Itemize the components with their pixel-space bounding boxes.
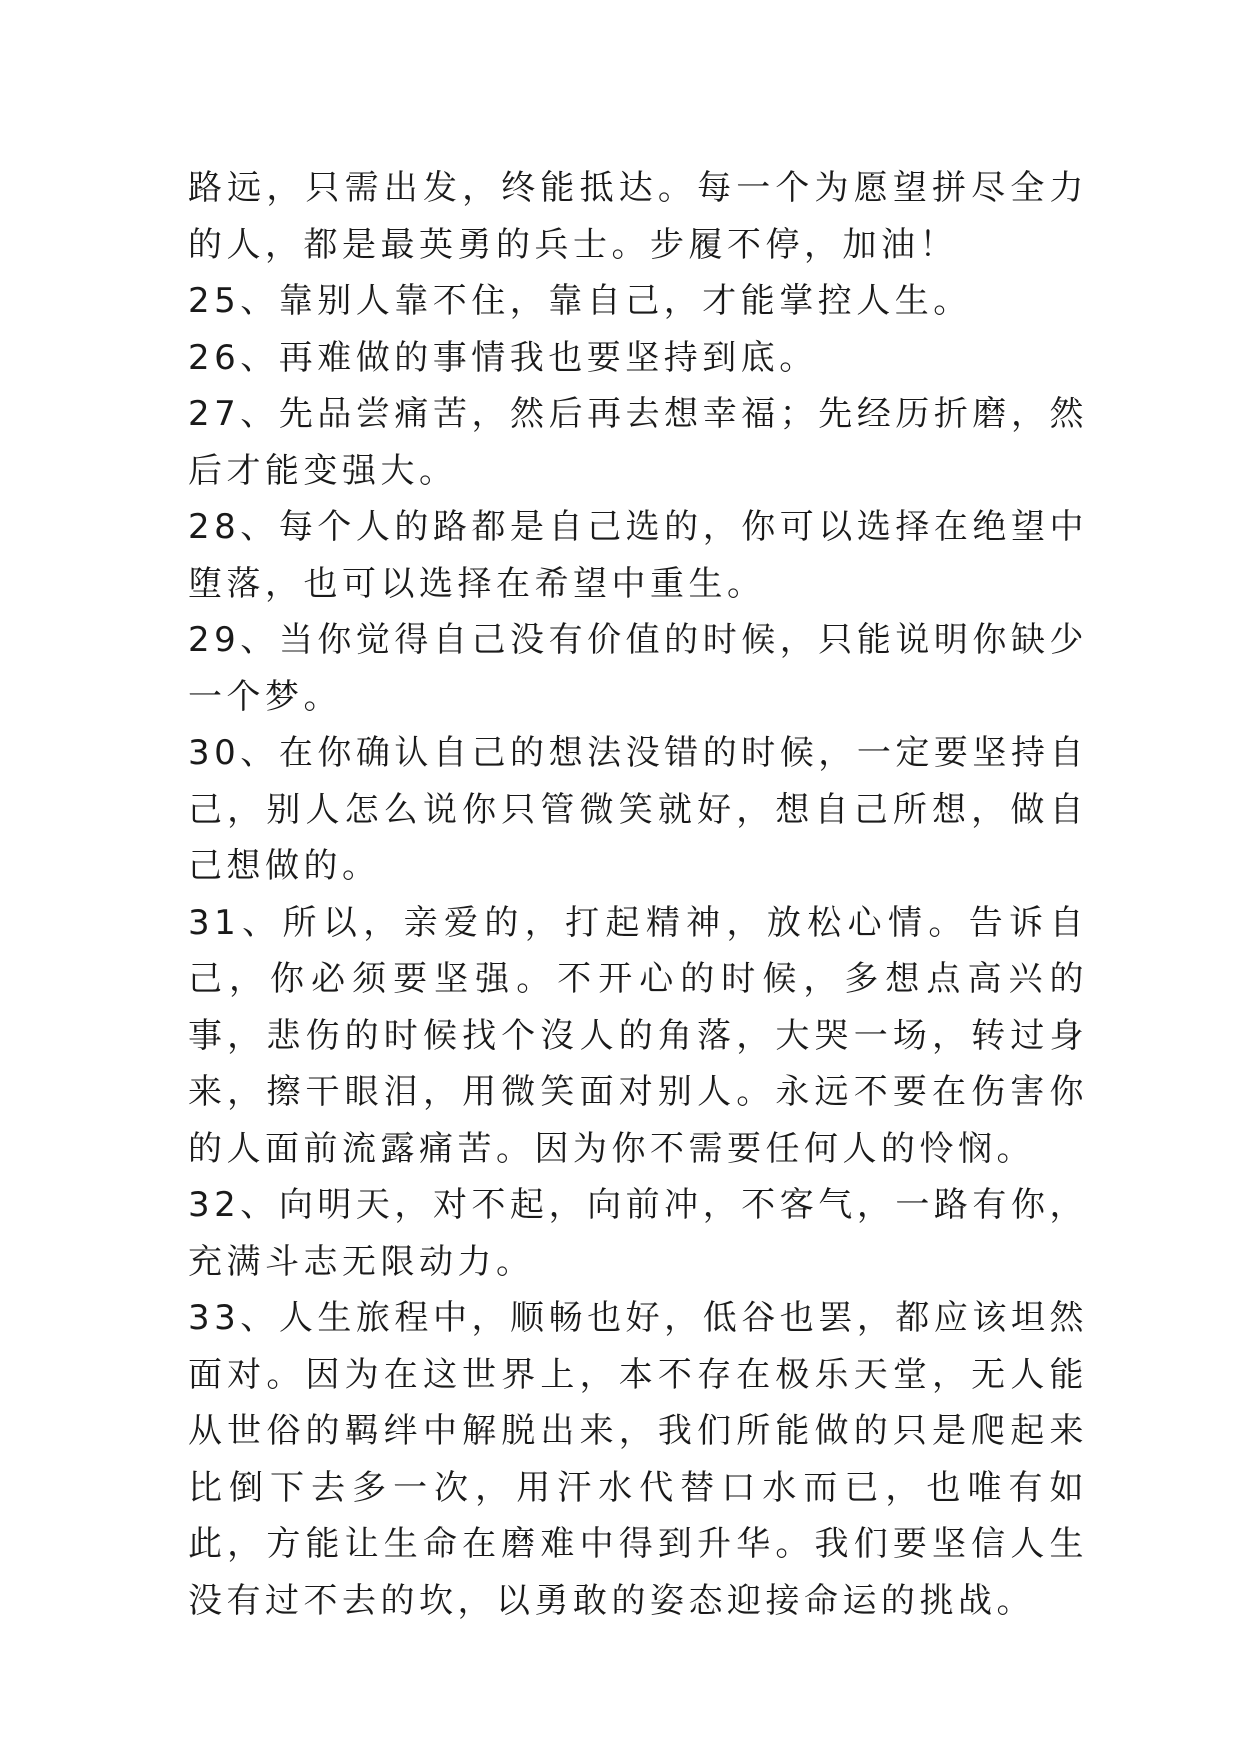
document-body <box>188 160 1088 1629</box>
paragraph-item-26: 26、再难做的事情我也要坚持到底。 <box>188 337 818 378</box>
paragraph-item-29: 29、当你觉得自己没有价值的时候，只能说明你缺少一个梦。 <box>188 620 1088 717</box>
paragraph-intro: 路远，只需出发，终能抵达。每一个为愿望拼尽全力的人，都是最英勇的兵士。步履不停，加油！ <box>188 168 1088 265</box>
paragraph-item-25: 25、靠别人靠不住，靠自己，才能掌控人生。 <box>188 281 972 321</box>
paragraph-item-33: 33、人生旅程中，顺畅也好，低谷也罢，都应该坦然面对。因为在这世界上，本不存在极乐天堂，无人能从世俗的羁绊中解脱出来，我们所能做的只是爬起来比倒下去多一次，用汗水代替口水而已，也唯有如此，方能让生命在磨难中得到升华。我们要坚信人生没有过不去的坎，以勇敢的姿态迎接命运的挑战。 <box>188 1298 1088 1621</box>
paragraph-item-28: 28、每个人的路都是自己选的，你可以选择在绝望中堕落，也可以选择在希望中重生。 <box>188 507 1088 604</box>
paragraph-item-27: 27、先品尝痛苦，然后再去想幸福；先经历折磨，然后才能变强大。 <box>188 394 1088 491</box>
paragraph-item-30: 30、在你确认自己的想法没错的时候，一定要坚持自己，别人怎么说你只管微笑就好，想自己所想，做自己想做的。 <box>188 733 1088 886</box>
paragraph-item-31: 31、所以，亲爱的，打起精神，放松心情。告诉自己，你必须要坚强。不开心的时候，多想点高兴的事，悲伤的时候找个沒人的角落，大哭一场，转过身来，擦干眼泪，用微笑面对别人。永远不要在伤害你的人面前流露痛苦。因为你不需要任何人的怜悯。 <box>188 902 1088 1169</box>
paragraph-item-32: 32、向明天，对不起，向前冲，不客气，一路有你，充满斗志无限动力。 <box>188 1185 1088 1282</box>
